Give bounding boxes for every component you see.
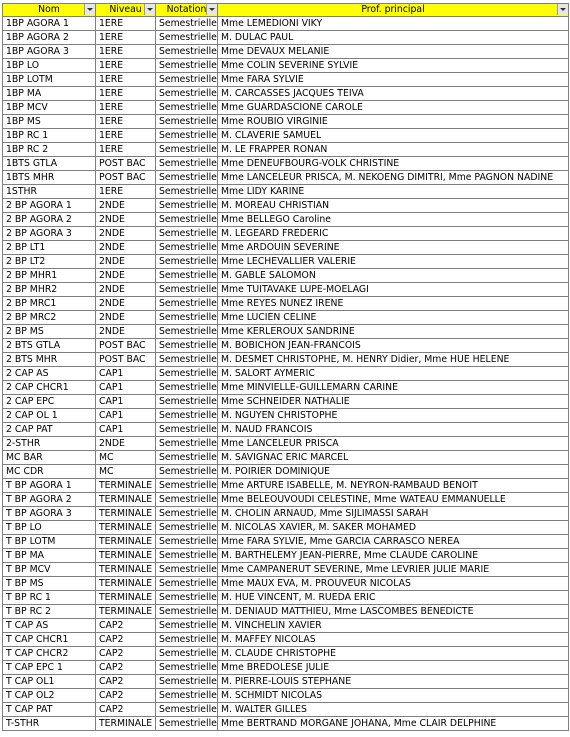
cell-nom[interactable]: 2 CAP EPC: [3, 395, 96, 409]
cell-nom[interactable]: T BP RC 1: [3, 591, 96, 605]
cell-nom[interactable]: T CAP AS: [3, 619, 96, 633]
cell-prof-principal[interactable]: Mme LUCIEN CELINE: [218, 311, 569, 325]
table-row[interactable]: [3, 521, 569, 535]
cell-prof-principal[interactable]: Mme BELLEGO Caroline: [218, 213, 569, 227]
table-row[interactable]: [3, 465, 569, 479]
cell-niveau[interactable]: TERMINALE: [96, 479, 156, 493]
table-row[interactable]: [3, 17, 569, 31]
cell-notation[interactable]: Semestrielle: [156, 479, 218, 493]
cell-notation[interactable]: Semestrielle: [156, 451, 218, 465]
cell-niveau[interactable]: TERMINALE: [96, 605, 156, 619]
cell-prof-principal[interactable]: M. SCHMIDT NICOLAS: [218, 689, 569, 703]
cell-notation[interactable]: Semestrielle: [156, 633, 218, 647]
cell-nom[interactable]: T BP LOTM: [3, 535, 96, 549]
cell-prof-principal[interactable]: Mme LANCELEUR PRISCA, M. NEKOENG DIMITRI, Mme PAGNON NADINE: [218, 171, 569, 185]
cell-niveau[interactable]: CAP2: [96, 633, 156, 647]
cell-prof-principal[interactable]: M. MAFFEY NICOLAS: [218, 633, 569, 647]
table-row[interactable]: [3, 675, 569, 689]
cell-niveau[interactable]: TERMINALE: [96, 717, 156, 731]
table-row[interactable]: [3, 381, 569, 395]
cell-prof-principal[interactable]: M. DESMET CHRISTOPHE, M. HENRY Didier, Mme HUE HELENE: [218, 353, 569, 367]
cell-prof-principal[interactable]: M. NGUYEN CHRISTOPHE: [218, 409, 569, 423]
cell-niveau[interactable]: CAP1: [96, 409, 156, 423]
cell-nom[interactable]: 2 BP AGORA 3: [3, 227, 96, 241]
cell-prof-principal[interactable]: M. SALORT AYMERIC: [218, 367, 569, 381]
table-row[interactable]: [3, 101, 569, 115]
cell-nom[interactable]: T BP AGORA 3: [3, 507, 96, 521]
cell-niveau[interactable]: 2NDE: [96, 255, 156, 269]
cell-nom[interactable]: T-STHR: [3, 717, 96, 731]
cell-notation[interactable]: Semestrielle: [156, 157, 218, 171]
cell-niveau[interactable]: 2NDE: [96, 227, 156, 241]
cell-niveau[interactable]: POST BAC: [96, 171, 156, 185]
table-row[interactable]: [3, 115, 569, 129]
table-row[interactable]: [3, 73, 569, 87]
cell-niveau[interactable]: POST BAC: [96, 353, 156, 367]
cell-prof-principal[interactable]: M. LEGEARD FREDERIC: [218, 227, 569, 241]
table-row[interactable]: [3, 647, 569, 661]
header-notation[interactable]: [156, 4, 218, 17]
table-row[interactable]: [3, 59, 569, 73]
cell-niveau[interactable]: CAP1: [96, 423, 156, 437]
cell-prof-principal[interactable]: Mme FARA SYLVIE, Mme GARCIA CARRASCO NEREA: [218, 535, 569, 549]
cell-prof-principal[interactable]: Mme ROUBIO VIRGINIE: [218, 115, 569, 129]
table-row[interactable]: [3, 661, 569, 675]
cell-niveau[interactable]: CAP2: [96, 703, 156, 717]
table-row[interactable]: [3, 619, 569, 633]
cell-notation[interactable]: Semestrielle: [156, 577, 218, 591]
cell-prof-principal[interactable]: M. SAVIGNAC ERIC MARCEL: [218, 451, 569, 465]
cell-prof-principal[interactable]: M. DENIAUD MATTHIEU, Mme LASCOMBES BENEDICTE: [218, 605, 569, 619]
header-prof-principal[interactable]: [218, 4, 569, 17]
cell-notation[interactable]: Semestrielle: [156, 283, 218, 297]
table-row[interactable]: [3, 633, 569, 647]
cell-nom[interactable]: 2 BTS MHR: [3, 353, 96, 367]
table-row[interactable]: [3, 171, 569, 185]
header-nom[interactable]: [3, 4, 96, 17]
cell-notation[interactable]: Semestrielle: [156, 199, 218, 213]
cell-notation[interactable]: Semestrielle: [156, 325, 218, 339]
cell-niveau[interactable]: 2NDE: [96, 325, 156, 339]
cell-notation[interactable]: Semestrielle: [156, 143, 218, 157]
cell-prof-principal[interactable]: Mme MAUX EVA, M. PROUVEUR NICOLAS: [218, 577, 569, 591]
header-row: [3, 4, 569, 17]
cell-nom[interactable]: 1BP MS: [3, 115, 96, 129]
table-row[interactable]: [3, 605, 569, 619]
cell-notation[interactable]: Semestrielle: [156, 605, 218, 619]
cell-notation[interactable]: Semestrielle: [156, 59, 218, 73]
cell-nom[interactable]: 2 BP AGORA 1: [3, 199, 96, 213]
filter-dropdown-icon[interactable]: [557, 4, 568, 15]
cell-prof-principal[interactable]: Mme MINVIELLE-GUILLEMARN CARINE: [218, 381, 569, 395]
cell-niveau[interactable]: 1ERE: [96, 129, 156, 143]
cell-prof-principal[interactable]: Mme SCHNEIDER NATHALIE: [218, 395, 569, 409]
cell-niveau[interactable]: CAP2: [96, 675, 156, 689]
cell-notation[interactable]: Semestrielle: [156, 563, 218, 577]
cell-niveau[interactable]: 1ERE: [96, 115, 156, 129]
cell-niveau[interactable]: MC: [96, 465, 156, 479]
cell-niveau[interactable]: TERMINALE: [96, 577, 156, 591]
cell-notation[interactable]: Semestrielle: [156, 87, 218, 101]
cell-nom[interactable]: 1BP AGORA 2: [3, 31, 96, 45]
cell-notation[interactable]: Semestrielle: [156, 717, 218, 731]
cell-nom[interactable]: MC CDR: [3, 465, 96, 479]
table-row[interactable]: [3, 717, 569, 731]
cell-niveau[interactable]: CAP2: [96, 689, 156, 703]
table-row[interactable]: [3, 367, 569, 381]
cell-niveau[interactable]: CAP2: [96, 661, 156, 675]
cell-prof-principal[interactable]: Mme LANCELEUR PRISCA: [218, 437, 569, 451]
cell-niveau[interactable]: POST BAC: [96, 157, 156, 171]
cell-nom[interactable]: 1BP LOTM: [3, 73, 96, 87]
table-row[interactable]: [3, 353, 569, 367]
cell-prof-principal[interactable]: Mme LECHEVALLIER VALERIE: [218, 255, 569, 269]
table-row[interactable]: [3, 129, 569, 143]
cell-notation[interactable]: Semestrielle: [156, 339, 218, 353]
cell-nom[interactable]: 2 BTS GTLA: [3, 339, 96, 353]
table-row[interactable]: [3, 703, 569, 717]
table-row[interactable]: [3, 577, 569, 591]
cell-notation[interactable]: Semestrielle: [156, 409, 218, 423]
cell-niveau[interactable]: 1ERE: [96, 73, 156, 87]
table-row[interactable]: [3, 157, 569, 171]
cell-nom[interactable]: 2 BP LT2: [3, 255, 96, 269]
cell-notation[interactable]: Semestrielle: [156, 129, 218, 143]
cell-niveau[interactable]: TERMINALE: [96, 521, 156, 535]
filter-dropdown-icon[interactable]: [206, 4, 217, 15]
cell-prof-principal[interactable]: M. MOREAU CHRISTIAN: [218, 199, 569, 213]
cell-nom[interactable]: 2-STHR: [3, 437, 96, 451]
table-row[interactable]: [3, 325, 569, 339]
cell-notation[interactable]: Semestrielle: [156, 423, 218, 437]
cell-prof-principal[interactable]: M. HUE VINCENT, M. RUEDA ERIC: [218, 591, 569, 605]
cell-prof-principal[interactable]: M. VINCHELIN XAVIER: [218, 619, 569, 633]
cell-niveau[interactable]: MC: [96, 451, 156, 465]
cell-nom[interactable]: 1BP MCV: [3, 101, 96, 115]
table-row[interactable]: [3, 451, 569, 465]
cell-nom[interactable]: T CAP CHCR2: [3, 647, 96, 661]
cell-nom[interactable]: 2 CAP CHCR1: [3, 381, 96, 395]
cell-prof-principal[interactable]: Mme BREDOLESE JULIE: [218, 661, 569, 675]
cell-notation[interactable]: Semestrielle: [156, 703, 218, 717]
cell-niveau[interactable]: 2NDE: [96, 269, 156, 283]
cell-prof-principal[interactable]: M. NAUD FRANCOIS: [218, 423, 569, 437]
cell-niveau[interactable]: 1ERE: [96, 31, 156, 45]
cell-prof-principal[interactable]: M. LE FRAPPER RONAN: [218, 143, 569, 157]
table-body: [3, 17, 569, 731]
table-row[interactable]: [3, 479, 569, 493]
cell-notation[interactable]: Semestrielle: [156, 395, 218, 409]
cell-prof-principal[interactable]: M. CHOLIN ARNAUD, Mme SIJLIMASSI SARAH: [218, 507, 569, 521]
cell-prof-principal[interactable]: Mme DENEUFBOURG-VOLK CHRISTINE: [218, 157, 569, 171]
cell-notation[interactable]: Semestrielle: [156, 73, 218, 87]
cell-niveau[interactable]: 1ERE: [96, 87, 156, 101]
cell-notation[interactable]: Semestrielle: [156, 31, 218, 45]
cell-niveau[interactable]: TERMINALE: [96, 535, 156, 549]
header-niveau[interactable]: [96, 4, 156, 17]
cell-prof-principal[interactable]: M. PIERRE-LOUIS STEPHANE: [218, 675, 569, 689]
table-row[interactable]: [3, 689, 569, 703]
cell-niveau[interactable]: CAP1: [96, 395, 156, 409]
table-row[interactable]: [3, 339, 569, 353]
cell-prof-principal[interactable]: M. CLAVERIE SAMUEL: [218, 129, 569, 143]
table-row[interactable]: [3, 535, 569, 549]
cell-prof-principal[interactable]: M. WALTER GILLES: [218, 703, 569, 717]
cell-niveau[interactable]: 2NDE: [96, 311, 156, 325]
cell-niveau[interactable]: CAP2: [96, 619, 156, 633]
cell-notation[interactable]: Semestrielle: [156, 269, 218, 283]
cell-notation[interactable]: Semestrielle: [156, 619, 218, 633]
table-row[interactable]: [3, 437, 569, 451]
table-row[interactable]: [3, 549, 569, 563]
cell-notation[interactable]: Semestrielle: [156, 367, 218, 381]
table-row[interactable]: [3, 227, 569, 241]
cell-nom[interactable]: 2 BP MRC2: [3, 311, 96, 325]
cell-notation[interactable]: Semestrielle: [156, 255, 218, 269]
cell-nom[interactable]: 2 BP MHR1: [3, 269, 96, 283]
cell-niveau[interactable]: TERMINALE: [96, 549, 156, 563]
cell-niveau[interactable]: CAP1: [96, 367, 156, 381]
cell-niveau[interactable]: 2NDE: [96, 199, 156, 213]
cell-prof-principal[interactable]: Mme FARA SYLVIE: [218, 73, 569, 87]
cell-notation[interactable]: Semestrielle: [156, 241, 218, 255]
cell-niveau[interactable]: 1ERE: [96, 185, 156, 199]
cell-nom[interactable]: 2 BP MRC1: [3, 297, 96, 311]
table-row[interactable]: [3, 563, 569, 577]
cell-prof-principal[interactable]: M. POIRIER DOMINIQUE: [218, 465, 569, 479]
cell-prof-principal[interactable]: Mme LIDY KARINE: [218, 185, 569, 199]
cell-prof-principal[interactable]: Mme DEVAUX MELANIE: [218, 45, 569, 59]
cell-prof-principal[interactable]: Mme TUITAVAKE LUPE-MOELAGI: [218, 283, 569, 297]
cell-nom[interactable]: 2 CAP AS: [3, 367, 96, 381]
cell-niveau[interactable]: TERMINALE: [96, 493, 156, 507]
table-row[interactable]: [3, 297, 569, 311]
cell-niveau[interactable]: 2NDE: [96, 241, 156, 255]
cell-nom[interactable]: T BP RC 2: [3, 605, 96, 619]
cell-notation[interactable]: Semestrielle: [156, 647, 218, 661]
cell-nom[interactable]: T BP MA: [3, 549, 96, 563]
table-row[interactable]: [3, 87, 569, 101]
class-table: [2, 3, 569, 731]
cell-notation[interactable]: Semestrielle: [156, 353, 218, 367]
cell-prof-principal[interactable]: M. CARCASSES JACQUES TEIVA: [218, 87, 569, 101]
cell-notation[interactable]: Semestrielle: [156, 213, 218, 227]
cell-prof-principal[interactable]: Mme COLIN SEVERINE SYLVIE: [218, 59, 569, 73]
cell-nom[interactable]: 1BP RC 1: [3, 129, 96, 143]
cell-nom[interactable]: T CAP OL2: [3, 689, 96, 703]
table-row[interactable]: [3, 241, 569, 255]
table-row[interactable]: [3, 199, 569, 213]
cell-niveau[interactable]: 2NDE: [96, 297, 156, 311]
cell-notation[interactable]: Semestrielle: [156, 101, 218, 115]
cell-niveau[interactable]: 2NDE: [96, 283, 156, 297]
cell-nom[interactable]: 2 BP MS: [3, 325, 96, 339]
cell-notation[interactable]: Semestrielle: [156, 661, 218, 675]
cell-nom[interactable]: MC BAR: [3, 451, 96, 465]
cell-niveau[interactable]: CAP2: [96, 647, 156, 661]
cell-prof-principal[interactable]: M. NICOLAS XAVIER, M. SAKER MOHAMED: [218, 521, 569, 535]
cell-notation[interactable]: Semestrielle: [156, 535, 218, 549]
cell-notation[interactable]: Semestrielle: [156, 689, 218, 703]
cell-notation[interactable]: Semestrielle: [156, 507, 218, 521]
cell-nom[interactable]: 1BTS GTLA: [3, 157, 96, 171]
header-notation-label: Notation: [166, 4, 207, 15]
cell-notation[interactable]: Semestrielle: [156, 297, 218, 311]
cell-notation[interactable]: Semestrielle: [156, 185, 218, 199]
table-row[interactable]: [3, 493, 569, 507]
cell-notation[interactable]: Semestrielle: [156, 465, 218, 479]
cell-prof-principal[interactable]: Mme BELEOUVOUDI CELESTINE, Mme WATEAU EMMANUELLE: [218, 493, 569, 507]
cell-nom[interactable]: T BP AGORA 2: [3, 493, 96, 507]
cell-niveau[interactable]: TERMINALE: [96, 591, 156, 605]
cell-nom[interactable]: 1BP AGORA 3: [3, 45, 96, 59]
table-row[interactable]: [3, 409, 569, 423]
cell-nom[interactable]: 2 CAP PAT: [3, 423, 96, 437]
cell-prof-principal[interactable]: Mme ARDOUIN SEVERINE: [218, 241, 569, 255]
header-nom-label: Nom: [38, 4, 60, 15]
cell-niveau[interactable]: POST BAC: [96, 339, 156, 353]
cell-nom[interactable]: T BP MS: [3, 577, 96, 591]
header-niveau-label: Niveau: [109, 4, 142, 15]
cell-niveau[interactable]: 2NDE: [96, 213, 156, 227]
cell-niveau[interactable]: TERMINALE: [96, 563, 156, 577]
cell-notation[interactable]: Semestrielle: [156, 493, 218, 507]
header-prof-label: Prof. principal: [361, 4, 425, 15]
table-row[interactable]: [3, 395, 569, 409]
cell-nom[interactable]: T CAP EPC 1: [3, 661, 96, 675]
table-row[interactable]: [3, 591, 569, 605]
cell-nom[interactable]: 2 BP MHR2: [3, 283, 96, 297]
cell-notation[interactable]: Semestrielle: [156, 171, 218, 185]
cell-nom[interactable]: 1BP RC 2: [3, 143, 96, 157]
cell-notation[interactable]: Semestrielle: [156, 381, 218, 395]
cell-nom[interactable]: 1BP MA: [3, 87, 96, 101]
cell-notation[interactable]: Semestrielle: [156, 549, 218, 563]
cell-nom[interactable]: T CAP OL1: [3, 675, 96, 689]
cell-prof-principal[interactable]: Mme BERTRAND MORGANE JOHANA, Mme CLAIR DELPHINE: [218, 717, 569, 731]
cell-niveau[interactable]: 1ERE: [96, 45, 156, 59]
cell-prof-principal[interactable]: M. BARTHELEMY JEAN-PIERRE, Mme CLAUDE CAROLINE: [218, 549, 569, 563]
cell-nom[interactable]: T BP AGORA 1: [3, 479, 96, 493]
cell-notation[interactable]: Semestrielle: [156, 115, 218, 129]
filter-dropdown-icon[interactable]: [84, 4, 95, 15]
cell-niveau[interactable]: 1ERE: [96, 59, 156, 73]
table-row[interactable]: [3, 185, 569, 199]
cell-prof-principal[interactable]: Mme REYES NUNEZ IRENE: [218, 297, 569, 311]
cell-prof-principal[interactable]: M. BOBICHON JEAN-FRANCOIS: [218, 339, 569, 353]
cell-nom[interactable]: T BP LO: [3, 521, 96, 535]
cell-notation[interactable]: Semestrielle: [156, 17, 218, 31]
cell-nom[interactable]: 2 BP AGORA 2: [3, 213, 96, 227]
filter-dropdown-icon[interactable]: [144, 4, 155, 15]
cell-prof-principal[interactable]: M. GABLE SALOMON: [218, 269, 569, 283]
table-row[interactable]: [3, 423, 569, 437]
cell-prof-principal[interactable]: Mme CAMPANERUT SEVERINE, Mme LEVRIER JULIE MARIE: [218, 563, 569, 577]
cell-niveau[interactable]: 2NDE: [96, 437, 156, 451]
table-row[interactable]: [3, 255, 569, 269]
cell-niveau[interactable]: CAP1: [96, 381, 156, 395]
cell-nom[interactable]: T BP MCV: [3, 563, 96, 577]
cell-niveau[interactable]: TERMINALE: [96, 507, 156, 521]
cell-prof-principal[interactable]: Mme LEMEDIONI VIKY: [218, 17, 569, 31]
cell-notation[interactable]: Semestrielle: [156, 591, 218, 605]
table-row[interactable]: [3, 45, 569, 59]
cell-niveau[interactable]: 1ERE: [96, 143, 156, 157]
cell-nom[interactable]: T CAP PAT: [3, 703, 96, 717]
cell-prof-principal[interactable]: Mme GUARDASCIONE CAROLE: [218, 101, 569, 115]
cell-nom[interactable]: 1BP LO: [3, 59, 96, 73]
cell-niveau[interactable]: 1ERE: [96, 17, 156, 31]
cell-nom[interactable]: 1BTS MHR: [3, 171, 96, 185]
table-row[interactable]: [3, 31, 569, 45]
cell-nom[interactable]: 2 CAP OL 1: [3, 409, 96, 423]
cell-niveau[interactable]: 1ERE: [96, 101, 156, 115]
cell-notation[interactable]: Semestrielle: [156, 311, 218, 325]
cell-prof-principal[interactable]: Mme KERLEROUX SANDRINE: [218, 325, 569, 339]
table-row[interactable]: [3, 213, 569, 227]
cell-nom[interactable]: 1BP AGORA 1: [3, 17, 96, 31]
cell-prof-principal[interactable]: M. CLAUDE CHRISTOPHE: [218, 647, 569, 661]
table-row[interactable]: [3, 283, 569, 297]
cell-nom[interactable]: 2 BP LT1: [3, 241, 96, 255]
table-row[interactable]: [3, 269, 569, 283]
table-row[interactable]: [3, 311, 569, 325]
cell-prof-principal[interactable]: Mme ARTURE ISABELLE, M. NEYRON-RAMBAUD BENOIT: [218, 479, 569, 493]
cell-prof-principal[interactable]: M. DULAC PAUL: [218, 31, 569, 45]
cell-notation[interactable]: Semestrielle: [156, 227, 218, 241]
cell-notation[interactable]: Semestrielle: [156, 437, 218, 451]
cell-nom[interactable]: 1STHR: [3, 185, 96, 199]
cell-notation[interactable]: Semestrielle: [156, 521, 218, 535]
cell-nom[interactable]: T CAP CHCR1: [3, 633, 96, 647]
cell-notation[interactable]: Semestrielle: [156, 675, 218, 689]
cell-notation[interactable]: Semestrielle: [156, 45, 218, 59]
table-row[interactable]: [3, 143, 569, 157]
table-row[interactable]: [3, 507, 569, 521]
